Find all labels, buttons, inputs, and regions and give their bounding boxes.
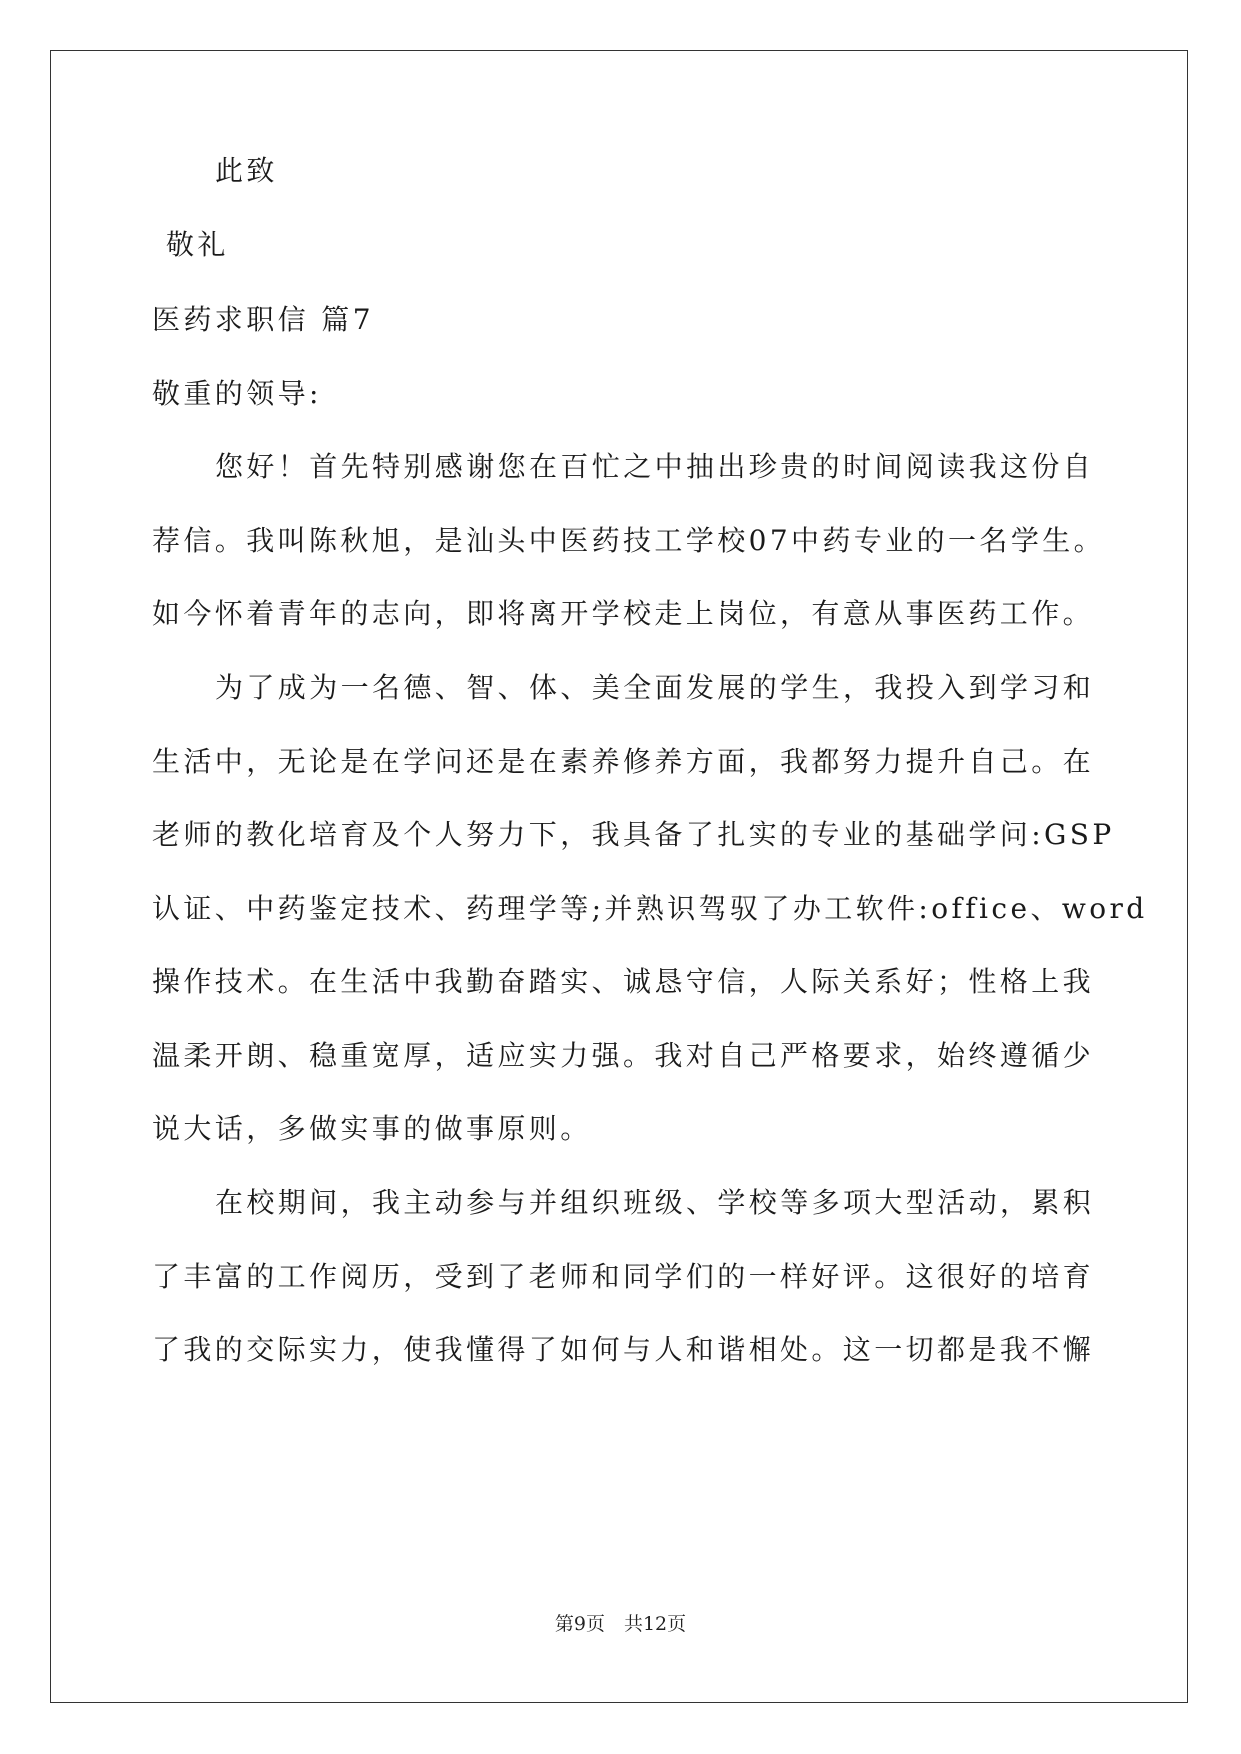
body-line: 在校期间，我主动参与并组织班级、学校等多项大型活动，累积 bbox=[215, 1186, 1095, 1219]
body-line: 操作技术。在生活中我勤奋踏实、诚恳守信，人际关系好；性格上我 bbox=[152, 965, 1095, 998]
body-line: 老师的教化培育及个人努力下，我具备了扎实的专业的基础学问:GSP bbox=[152, 818, 1115, 851]
body-line: 说大话，多做实事的做事原则。 bbox=[152, 1112, 592, 1145]
body-line: 您好！首先特别感谢您在百忙之中抽出珍贵的时间阅读我这份自 bbox=[215, 450, 1095, 483]
body-line: 荐信。我叫陈秋旭，是汕头中医药技工学校07中药专业的一名学生。 bbox=[152, 524, 1106, 557]
page-border bbox=[50, 50, 1188, 1703]
body-line: 生活中，无论是在学问还是在素养修养方面，我都努力提升自己。在 bbox=[152, 745, 1095, 778]
page-number: 第9页 共12页 bbox=[554, 1613, 687, 1635]
greeting: 敬重的领导: bbox=[152, 377, 322, 410]
body-line: 了丰富的工作阅历，受到了老师和同学们的一样好评。这很好的培育 bbox=[152, 1260, 1095, 1293]
closing-text: 此致 bbox=[215, 154, 278, 187]
body-line: 温柔开朗、稳重宽厚，适应实力强。我对自己严格要求，始终遵循少 bbox=[152, 1039, 1095, 1072]
section-title: 医药求职信 篇7 bbox=[152, 303, 374, 336]
body-line: 为了成为一名德、智、体、美全面发展的学生，我投入到学习和 bbox=[215, 671, 1095, 704]
salutation-end: 敬礼 bbox=[166, 228, 229, 261]
body-line: 如今怀着青年的志向，即将离开学校走上岗位，有意从事医药工作。 bbox=[152, 597, 1095, 630]
body-line: 认证、中药鉴定技术、药理学等;并熟识驾驭了办工软件:office、word bbox=[152, 892, 1148, 925]
body-line: 了我的交际实力，使我懂得了如何与人和谐相处。这一切都是我不懈 bbox=[152, 1333, 1095, 1366]
